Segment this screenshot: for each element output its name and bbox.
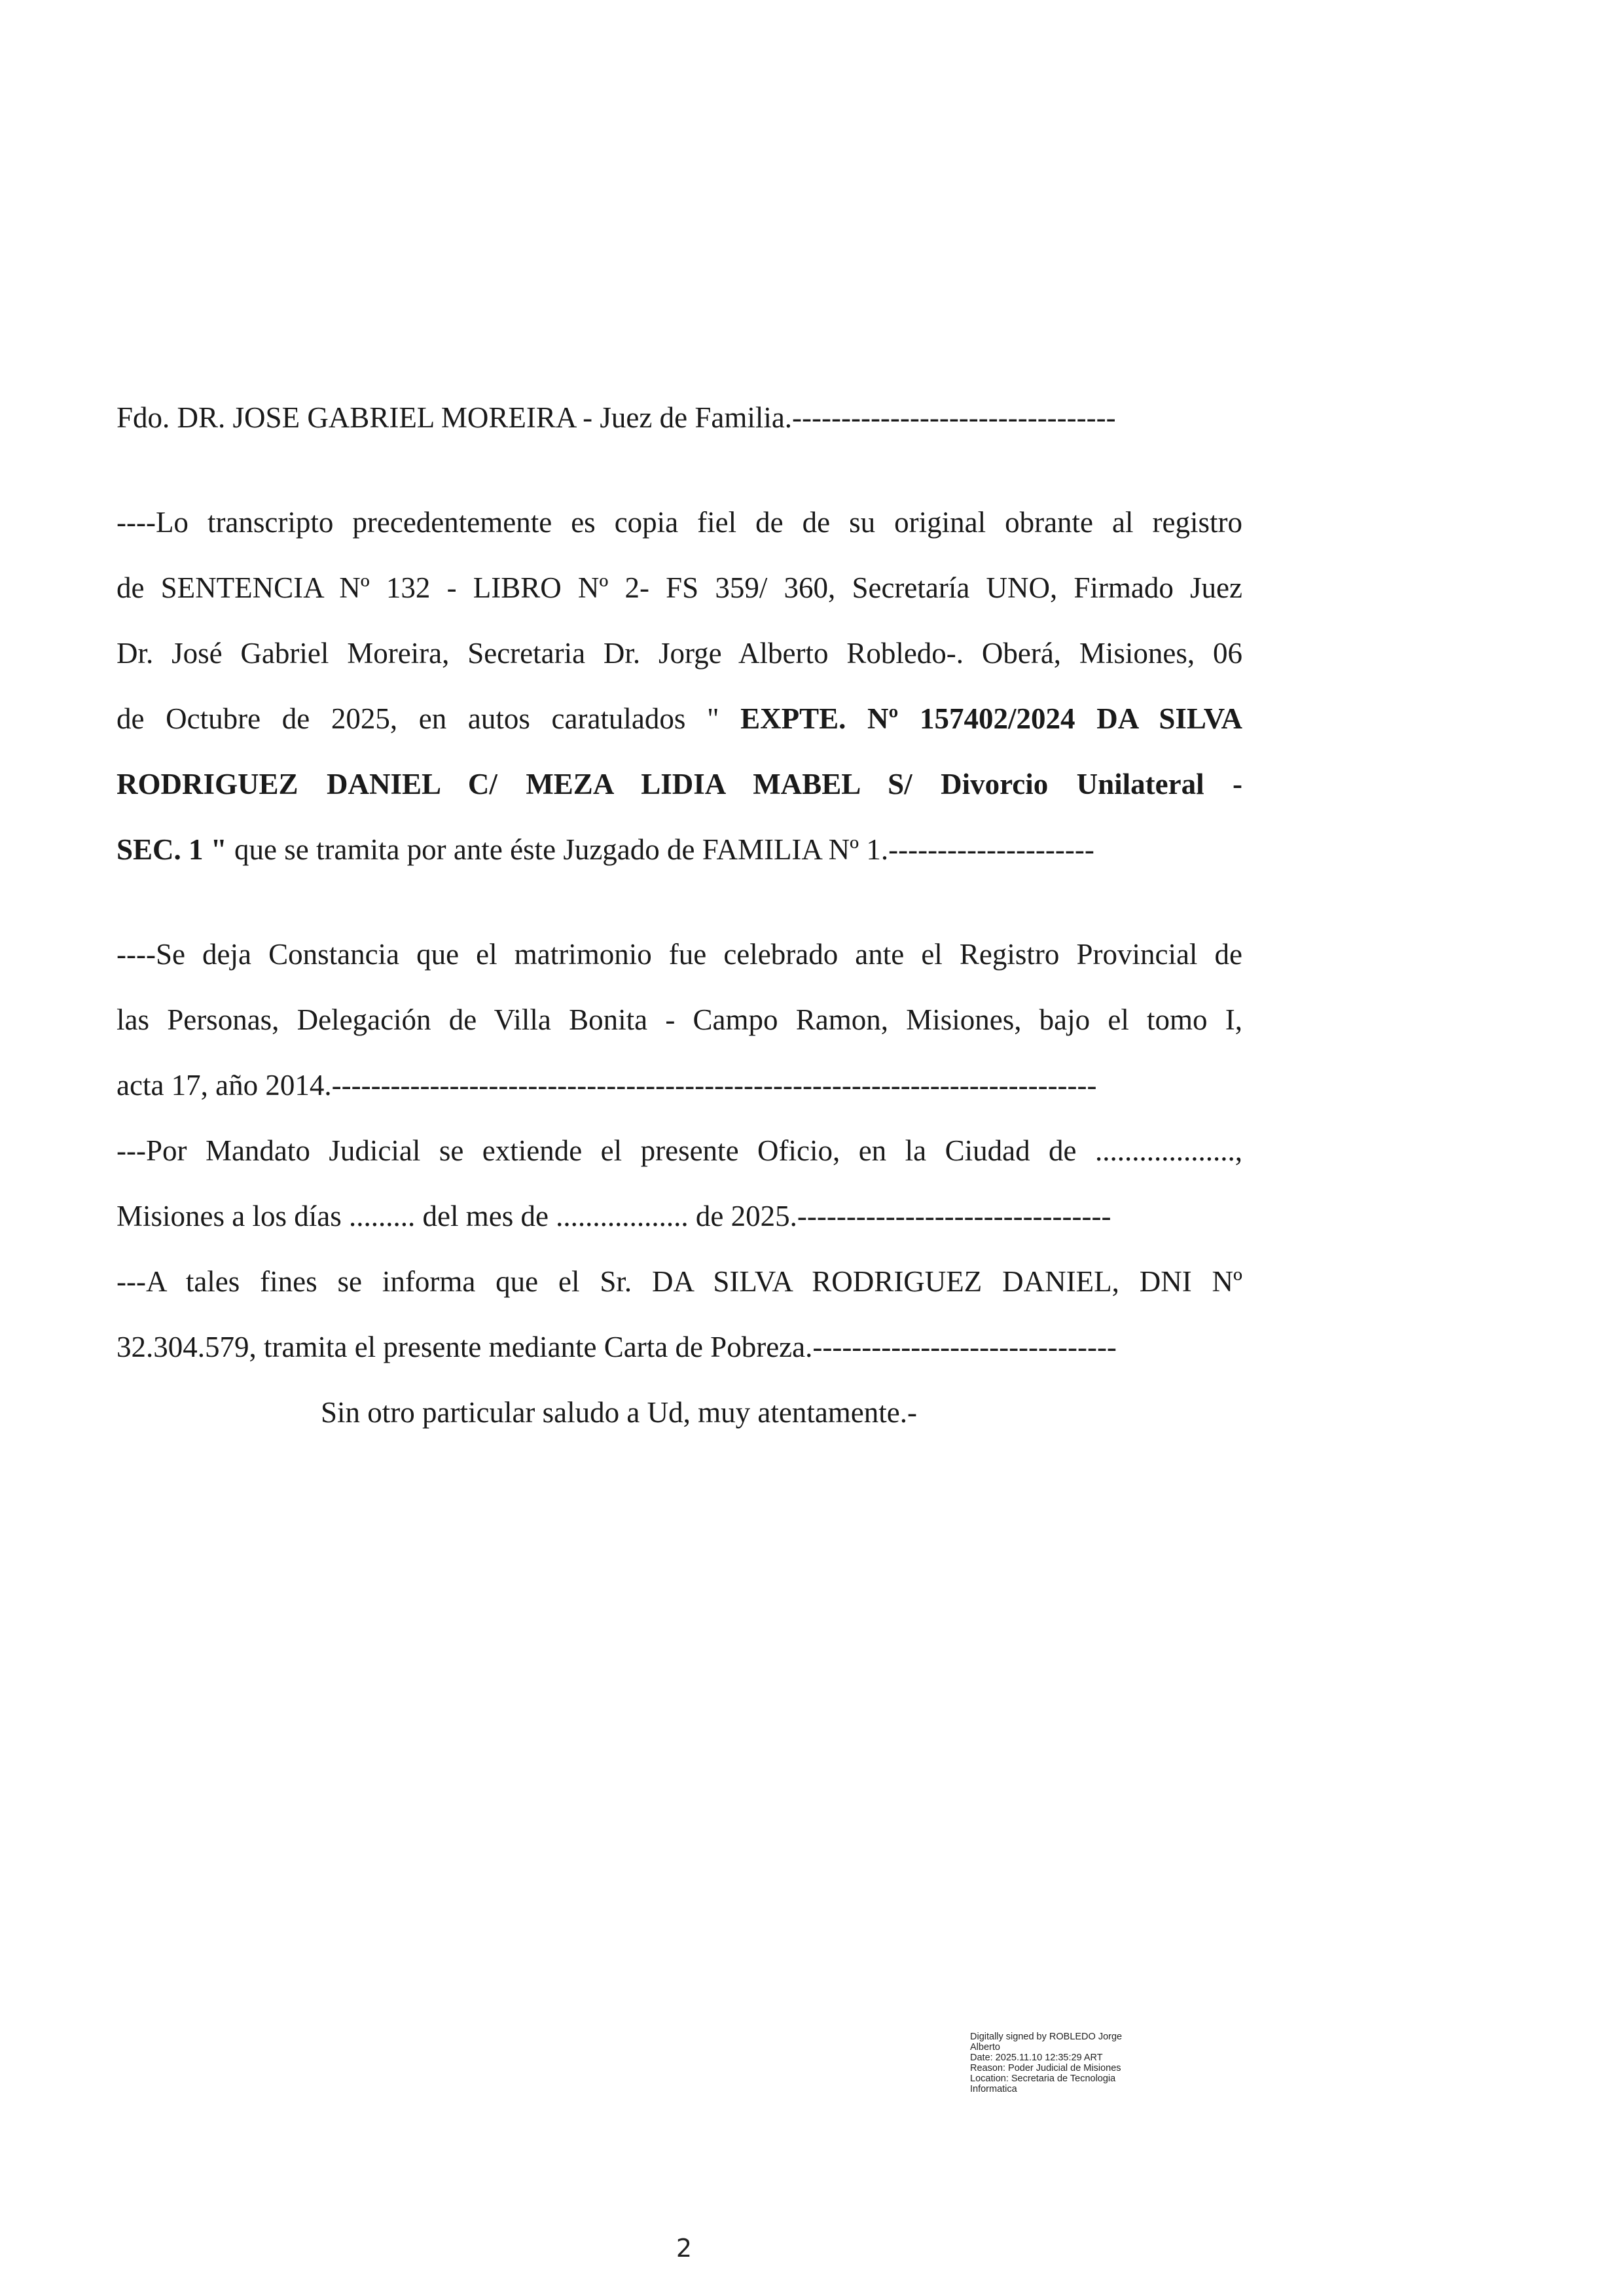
case-file-number: EXPTE. Nº 157402/2024 DA SILVA xyxy=(740,702,1242,735)
signature-line: Reason: Poder Judicial de Misiones xyxy=(970,2063,1121,2073)
case-section: SEC. 1 " xyxy=(117,833,227,866)
paragraph-line: las Personas, Delegación de Villa Bonita - Campo Ramon, Misiones, bajo el tomo I, xyxy=(117,1003,1242,1036)
paragraph-line: ----Se deja Constancia que el matrimonio fue celebrado ante el Registro Provincial de xyxy=(117,938,1242,971)
signed-by-line: Fdo. DR. JOSE GABRIEL MOREIRA - Juez de Familia.--------------------------------- xyxy=(117,401,1116,434)
paragraph-line xyxy=(117,699,1242,738)
closing-salutation: Sin otro particular saludo a Ud, muy atentamente.- xyxy=(321,1396,917,1429)
signature-line: Alberto xyxy=(970,2042,1000,2053)
signature-line: Informatica xyxy=(970,2084,1017,2094)
paragraph-text: de Octubre de 2025, en autos caratulados " xyxy=(117,702,741,735)
paragraph-line: acta 17, año 2014.------------------------------------------------------------------------------ xyxy=(117,1069,1097,1102)
page-number: 2 xyxy=(676,2234,693,2263)
paragraph-line: Dr. José Gabriel Moreira, Secretaria Dr. Jorge Alberto Robledo-. Oberá, Misiones, 06 xyxy=(117,637,1242,670)
paragraph-text: que se tramita por ante éste Juzgado de FAMILIA Nº 1.--------------------- xyxy=(226,833,1094,866)
paragraph-line: ---A tales fines se informa que el Sr. DA SILVA RODRIGUEZ DANIEL, DNI Nº xyxy=(117,1265,1242,1298)
paragraph-line: de SENTENCIA Nº 132 - LIBRO Nº 2- FS 359/ 360, Secretaría UNO, Firmado Juez xyxy=(117,571,1242,604)
paragraph-line: ----Lo transcripto precedentemente es copia fiel de de su original obrante al registro xyxy=(117,506,1242,539)
paragraph-line: 32.304.579, tramita el presente mediante Carta de Pobreza.------------------------------- xyxy=(117,1331,1117,1363)
paragraph-line xyxy=(117,830,1242,869)
paragraph-line: Misiones a los días ......... del mes de .................. de 2025.-------------------------------- xyxy=(117,1200,1111,1232)
case-title: RODRIGUEZ DANIEL C/ MEZA LIDIA MABEL S/ Divorcio Unilateral - xyxy=(117,768,1242,800)
digital-signature-stamp xyxy=(970,2032,1166,2094)
paragraph-line: ---Por Mandato Judicial se extiende el presente Oficio, en la Ciudad de ..................., xyxy=(117,1134,1242,1167)
signature-line: Digitally signed by ROBLEDO Jorge xyxy=(970,2032,1123,2042)
signature-line: Location: Secretaria de Tecnologia xyxy=(970,2073,1116,2084)
signature-line: Date: 2025.11.10 12:35:29 ART xyxy=(970,2053,1103,2063)
